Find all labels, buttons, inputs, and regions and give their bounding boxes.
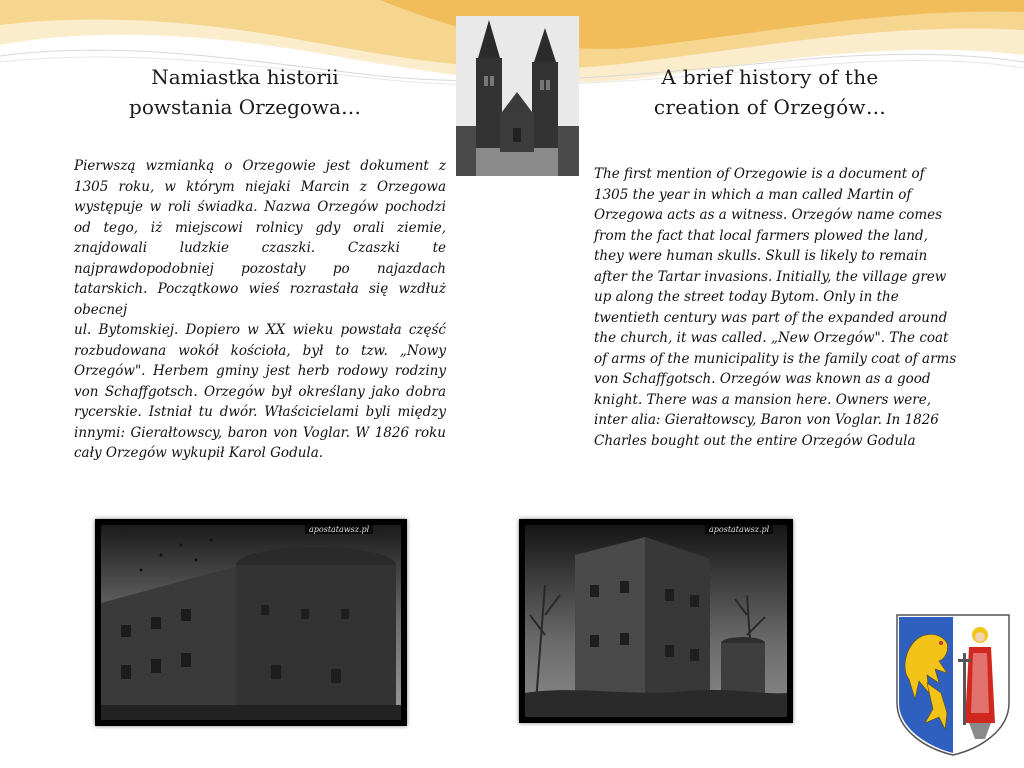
coat-of-arms-emblem [895,613,1011,757]
castle-tower-photo-1 [95,519,407,726]
title-polish: Namiastka historii powstania Orzegowa… [129,65,361,119]
history-text-polish-paragraph-2: ul. Bytomskiej. Dopiero w XX wieku powstała część rozbudowana wokół kościoła, był to tzw. „Nowy Orzegów". Herbem gminy jest herb rodowy rodziny von Schaffgotsch. Orzegów był określany jako dobra rycerskie. Istniał tu dwór. Właścicielami byli między innymi: Gierałtowscy, baron von Voglar. W 1826 roku cały Orzegów wykupił Karol Godula. [74,322,446,461]
history-text-polish [74,156,446,464]
history-text-polish-paragraph-1: Pierwszą wzmianką o Orzegowie jest dokument z 1305 roku, w którym niejaki Marcin z Orzegowa występuje w roli świadka. Nazwa Orzegów pochodzi od tego, iż miejscowi rolnicy gdy orali ziemie, znajdowali ludzkie czaszki. Czaszki te najprawdopodobniej pozostały po najazdach tatarskich. Początkowo wieś rozrastała się wzdłuż obecnej [74,158,446,318]
photo-watermark: apostatawsz.pl [305,525,373,534]
title-english: A brief history of the creation of Orzegów… [653,65,887,119]
photo-watermark: apostatawsz.pl [705,525,773,534]
church-photo [456,16,579,176]
history-text-english: The first mention of Orzegowie is a document of 1305 the year in which a man called Martin of Orzegowa acts as a witness. Orzegów name comes from the fact that local farmers plowed the land, they were human skulls. Skull is likely to remain after the Tartar invasions. Initially, the village grew up along the street today Bytom. Only in the twentieth century was part of the expanded around the church, it was called. „New Orzegów". The coat of arms of the municipality is the family coat of arms von Schaffgotsch. Orzegów was known as a good knight. There was a mansion here. Owners were, inter alia: Gierałtowscy, Baron von Voglar. In 1826 Charles bought out the entire Orzegów Godula [594,166,957,449]
castle-tower-photo-2 [519,519,793,723]
